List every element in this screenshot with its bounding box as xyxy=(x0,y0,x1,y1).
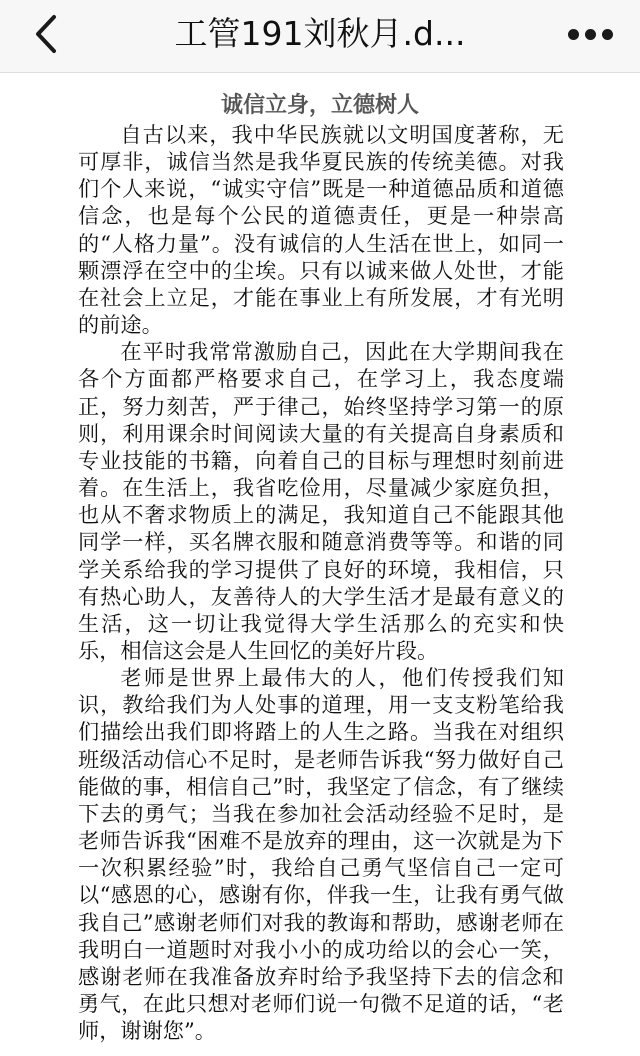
navigation-bar xyxy=(0,0,640,73)
document-file-name: 工管191刘秋月.d... xyxy=(174,14,466,53)
document-title: 诚信立身，立德树人 xyxy=(220,93,419,118)
paragraph-3: 老师是世界上最伟大的人，他们传授我们知识，教给我们为人处事的道理，用一支支粉笔给我们描绘出我们即将踏上的人生之路。当我在对组织班级活动信心不足时，是老师告诉我“努力做好自己能做的事，相信自己”时，我坚定了信念，有了继续下去的勇气；当我在参加社会活动经验不足时，是老师告诉我“困难不是放弃的理由，这一次就是为下一次积累经验”时，我给自己勇气坚信自己一定可以“感恩的心，感谢有你，伴我一生，让我有勇气做我自己”感谢老师们对我的教诲和帮助，感谢老师在我明白一道题时对我小小的成功给以的会心一笑，感谢老师在我准备放弃时给予我坚持下去的信念和勇气，在此只想对老师们说一句微不足道的话，“老师，谢谢您”。 xyxy=(78,665,564,1044)
more-dots-icon xyxy=(568,29,579,40)
document-body xyxy=(78,121,564,1044)
paragraph-1: 自古以来，我中华民族就以文明国度著称，无可厚非，诚信当然是我华夏民族的传统美德。对我们个人来说，“诚实守信”既是一种道德品质和道德信念，也是每个公民的道德责任，更是一种崇高的“人格力量”。没有诚信的人生活在世上，如同一颗漂浮在空中的尘埃。只有以诚来做人处世，才能在社会上立足，才能在事业上有所发展，才有光明的前途。 xyxy=(78,122,564,338)
more-button[interactable] xyxy=(560,12,620,56)
back-button[interactable] xyxy=(22,8,70,60)
document-viewer[interactable] xyxy=(0,73,640,1056)
paragraph-2: 在平时我常常激励自己，因此在大学期间我在各个方面都严格要求自己，在学习上，我态度端正，努力刻苦，严于律己，始终坚持学习第一的原则，利用课余时间阅读大量的有关提高自身素质和专业技能的书籍，向着自己的目标与理想时刻前进着。在生活上，我省吃俭用，尽量减少家庭负担，也从不奢求物质上的满足，我知道自己不能跟其他同学一样，买名牌衣服和随意消费等等。和谐的同学关系给我的学习提供了良好的环境，我相信，只有热心助人，友善待人的大学生活才是最有意义的生活，这一切让我觉得大学生活那么的充实和快乐，相信这会是人生回忆的美好片段。 xyxy=(78,339,564,663)
chevron-left-icon xyxy=(33,14,59,54)
